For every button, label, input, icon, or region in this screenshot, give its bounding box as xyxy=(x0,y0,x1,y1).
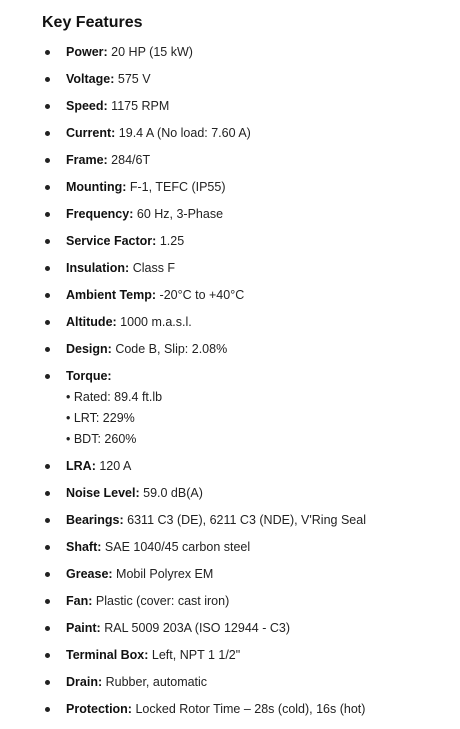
feature-label: LRA: xyxy=(66,459,96,473)
bullet-icon xyxy=(45,680,50,685)
bullet-icon xyxy=(45,320,50,325)
bullet-icon xyxy=(45,347,50,352)
bullet-icon xyxy=(45,266,50,271)
torque-lrt: • LRT: 229% xyxy=(66,411,135,425)
feature-label: Voltage: xyxy=(66,72,115,86)
feature-value: 120 A xyxy=(99,459,132,473)
bullet-icon xyxy=(45,50,50,55)
bullet-icon xyxy=(45,653,50,658)
section-heading: Key Features xyxy=(42,14,143,31)
bullet-icon xyxy=(45,545,50,550)
torque-rated: • Rated: 89.4 ft.lb xyxy=(66,390,163,404)
bullet-icon xyxy=(45,572,50,577)
bullet-icon xyxy=(45,626,50,631)
feature-value: Rubber, automatic xyxy=(105,675,208,689)
feature-value: 19.4 A (No load: 7.60 A) xyxy=(118,126,251,140)
feature-label: Current: xyxy=(66,126,116,140)
feature-label: Torque: xyxy=(66,369,112,383)
feature-value: 6311 C3 (DE), 6211 C3 (NDE), V'Ring Seal xyxy=(127,513,366,527)
feature-label: Paint: xyxy=(66,621,101,635)
feature-label: Frequency: xyxy=(66,207,134,221)
bullet-icon xyxy=(45,212,50,217)
bullet-icon xyxy=(45,464,50,469)
bullet-icon xyxy=(45,599,50,604)
feature-label: Noise Level: xyxy=(66,486,140,500)
bullet-icon xyxy=(45,104,50,109)
feature-value: Left, NPT 1 1/2" xyxy=(151,648,241,662)
feature-label: Shaft: xyxy=(66,540,102,554)
feature-value: SAE 1040/45 carbon steel xyxy=(104,540,251,554)
feature-value: Locked Rotor Time – 28s (cold), 16s (hot) xyxy=(135,702,366,716)
feature-value: 20 HP (15 kW) xyxy=(111,45,193,59)
feature-label: Terminal Box: xyxy=(66,648,149,662)
feature-label: Drain: xyxy=(66,675,103,689)
feature-value: 59.0 dB(A) xyxy=(143,486,203,500)
feature-label: Frame: xyxy=(66,153,108,167)
bullet-icon xyxy=(45,131,50,136)
bullet-icon xyxy=(45,491,50,496)
feature-value: 575 V xyxy=(117,72,151,86)
feature-label: Ambient Temp: xyxy=(66,288,157,302)
feature-value: 1175 RPM xyxy=(111,99,170,113)
bullet-icon xyxy=(45,293,50,298)
bullet-icon xyxy=(45,158,50,163)
feature-value: -20°C to +40°C xyxy=(159,288,245,302)
feature-value: Class F xyxy=(132,261,176,275)
feature-label: Altitude: xyxy=(66,315,117,329)
feature-value: 1.25 xyxy=(159,234,185,248)
feature-label: Power: xyxy=(66,45,108,59)
bullet-icon xyxy=(45,239,50,244)
feature-value: Plastic (cover: cast iron) xyxy=(95,594,230,608)
feature-label: Protection: xyxy=(66,702,132,716)
feature-value: 284/6T xyxy=(111,153,151,167)
bullet-icon xyxy=(45,518,50,523)
feature-label: Service Factor: xyxy=(66,234,157,248)
feature-item-torque xyxy=(0,367,460,447)
bullet-icon xyxy=(45,185,50,190)
feature-value: RAL 5009 203A (ISO 12944 - C3) xyxy=(104,621,290,635)
feature-label: Design: xyxy=(66,342,112,356)
feature-label: Grease: xyxy=(66,567,113,581)
feature-label: Insulation: xyxy=(66,261,130,275)
bullet-icon xyxy=(45,707,50,712)
feature-value: F-1, TEFC (IP55) xyxy=(129,180,226,194)
feature-label: Mounting: xyxy=(66,180,127,194)
torque-bdt: • BDT: 260% xyxy=(66,432,137,446)
feature-label: Speed: xyxy=(66,99,108,113)
feature-value: Mobil Polyrex EM xyxy=(116,567,214,581)
feature-value: 60 Hz, 3-Phase xyxy=(136,207,224,221)
feature-label: Fan: xyxy=(66,594,93,608)
feature-label: Bearings: xyxy=(66,513,124,527)
feature-value: 1000 m.a.s.l. xyxy=(120,315,192,329)
feature-value: Code B, Slip: 2.08% xyxy=(115,342,228,356)
bullet-icon xyxy=(45,374,50,379)
bullet-icon xyxy=(45,77,50,82)
